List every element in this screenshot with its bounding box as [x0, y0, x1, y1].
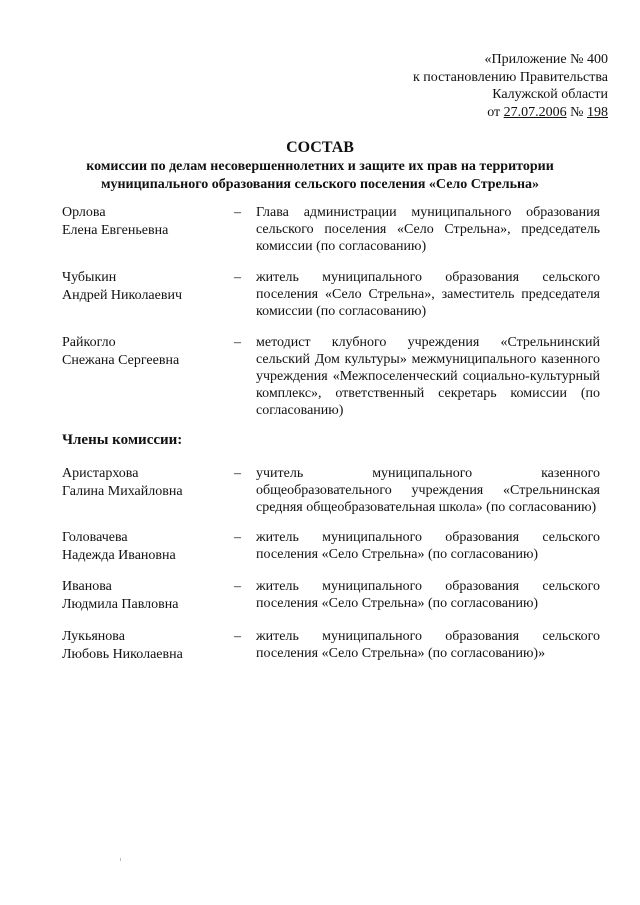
- appendix-resolution: к постановлению Правительства: [412, 69, 608, 85]
- person-role: Глава администрации муниципального образования сельского поселения «Село Стрельна», председатель комиссии (по согласованию): [256, 205, 600, 254]
- person-role: житель муниципального образования сельского поселения «Село Стрельна» (по согласованию): [256, 530, 600, 562]
- person-role: житель муниципального образования сельского поселения «Село Стрельна» (по согласованию)»: [256, 629, 600, 661]
- person-name: [62, 334, 227, 369]
- person-surname: Лукьянова: [62, 629, 125, 644]
- dash-separator: –: [234, 270, 241, 285]
- dash-separator: –: [234, 205, 241, 220]
- person-given-name: Людмила Павловна: [62, 596, 179, 612]
- appendix-date-line: [413, 104, 608, 122]
- person-given-name: Любовь Николаевна: [62, 646, 183, 662]
- person-name: [62, 204, 227, 239]
- person-surname: Чубыкин: [62, 270, 117, 285]
- appendix-header: [413, 51, 608, 121]
- person-given-name: Андрей Николаевич: [62, 287, 182, 303]
- person-name: [62, 269, 227, 304]
- document-subtitle-line-2: муниципального образования сельского поселения «Село Стрельна»: [100, 176, 540, 192]
- members-heading: Члены комиссии:: [62, 432, 183, 448]
- resolution-number: 198: [587, 104, 608, 120]
- person-name: [62, 529, 227, 564]
- appendix-region: Калужской области: [492, 87, 608, 102]
- person-given-name: Галина Михайловна: [62, 483, 183, 499]
- document-subtitle-line-1: комиссии по делам несовершеннолетних и защите их прав на территории: [86, 159, 554, 174]
- person-name: [62, 578, 227, 613]
- document-title: СОСТАВ: [286, 139, 354, 156]
- person-given-name: Елена Евгеньевна: [62, 222, 169, 238]
- person-role: методист клубного учреждения «Стрельнинский сельский Дом культуры» межмуниципального казенного учреждения «Межпоселенческий социально-культурный комплекс», ответственный секретарь комиссии (по согласованию): [256, 335, 600, 418]
- person-surname: Аристархова: [62, 466, 139, 481]
- person-role: учитель муниципального казенного общеобразовательного учреждения «Стрельнинская средняя общеобразовательная школа» (по согласованию): [256, 466, 600, 515]
- scan-mark: [120, 858, 121, 861]
- person-surname: Головачева: [62, 530, 128, 545]
- number-prefix: №: [566, 104, 587, 120]
- title-block: [0, 138, 640, 193]
- person-given-name: Надежда Ивановна: [62, 547, 176, 563]
- dash-separator: –: [234, 335, 241, 350]
- person-role: житель муниципального образования сельского поселения «Село Стрельна» (по согласованию): [256, 579, 600, 611]
- person-given-name: Снежана Сергеевна: [62, 352, 180, 368]
- appendix-number: «Приложение № 400: [484, 52, 608, 67]
- person-role: житель муниципального образования сельского поселения «Село Стрельна», заместитель председателя комиссии (по согласованию): [256, 270, 600, 319]
- person-surname: Иванова: [62, 579, 112, 594]
- dash-separator: –: [234, 530, 241, 545]
- person-name: [62, 628, 227, 663]
- person-surname: Орлова: [62, 205, 106, 220]
- person-surname: Райкогло: [62, 335, 116, 350]
- resolution-date: 27.07.2006: [503, 104, 567, 120]
- date-prefix: от: [487, 104, 504, 120]
- dash-separator: –: [234, 466, 241, 481]
- person-name: [62, 465, 227, 500]
- dash-separator: –: [234, 629, 241, 644]
- dash-separator: –: [234, 579, 241, 594]
